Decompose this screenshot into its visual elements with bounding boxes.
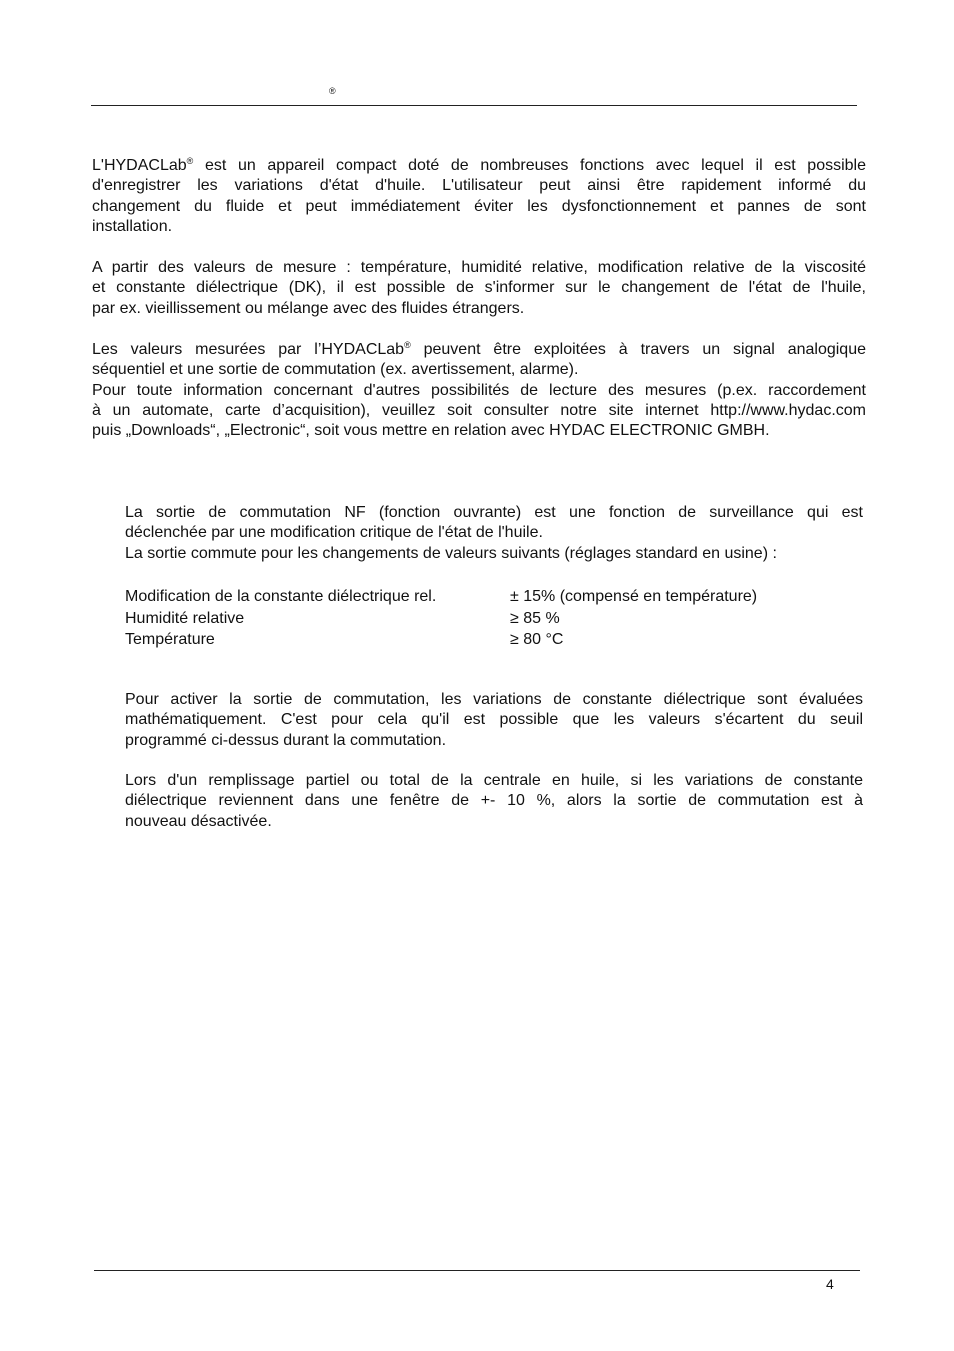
threshold-label: Humidité relative <box>125 609 245 627</box>
registered-mark: ® <box>404 340 411 350</box>
intro-paragraph-3 <box>92 340 866 441</box>
intro-p1-line-4: installation. <box>92 217 173 235</box>
intro-p3-line-1-start: Les valeurs mesurées par l’HYDACLab <box>92 341 405 358</box>
intro-p2-line-2: et constante diélectrique (DK), il est possible de s'informer sur le changement de l'état de l'huile, <box>92 279 866 297</box>
intro-p2-line-1: A partir des valeurs de mesure : température, humidité relative, modification relative de la viscosité <box>92 259 866 276</box>
threshold-value: ≥ 85 % <box>510 609 560 627</box>
header-registered-mark: ® <box>329 86 336 96</box>
intro-p2-line-3: par ex. vieillissement ou mélange avec des fluides étrangers. <box>92 299 525 317</box>
switching-p2-line-3: programmé ci-dessus durant la commutation. <box>125 731 447 749</box>
intro-paragraph-2 <box>92 258 866 319</box>
brand-name: L'HYDACLab <box>92 157 187 174</box>
intro-p1-line-1 <box>92 156 866 176</box>
footer-rule <box>94 1270 860 1271</box>
switching-p2-line-1: Pour activer la sortie de commutation, les variations de constante diélectrique sont évaluées <box>125 691 863 708</box>
switching-p1-line-2: déclenchée par une modification critique de l'état de l'huile. <box>125 524 543 542</box>
intro-p3-line-1 <box>92 340 866 360</box>
threshold-table <box>125 586 757 651</box>
switching-paragraph-2 <box>125 690 863 751</box>
switching-paragraph-3 <box>125 771 863 832</box>
switching-p3-line-3: nouveau désactivée. <box>125 812 272 830</box>
threshold-value: ≥ 80 °C <box>510 631 564 648</box>
threshold-label: Température <box>125 631 215 648</box>
switching-p1-line-3: La sortie commute pour les changements de valeurs suivants (réglages standard en usine) : <box>125 544 777 562</box>
intro-paragraph-1 <box>92 156 866 237</box>
page-number: 4 <box>826 1276 834 1292</box>
threshold-value: ± 15% (compensé en température) <box>510 588 758 605</box>
registered-mark: ® <box>186 156 194 166</box>
intro-p1-line-2: d'enregistrer les variations d'état d'huile. L'utilisateur peut ainsi être rapidement informé du <box>92 177 866 195</box>
switching-p1-line-1: La sortie de commutation NF (fonction ouvrante) est une fonction de surveillance qui est <box>125 504 863 521</box>
intro-p3-line-3: Pour toute information concernant d'autres possibilités de lecture des mesures (p.ex. raccordement <box>92 381 866 399</box>
switching-p3-line-1: Lors d'un remplissage partiel ou total de la centrale en huile, si les variations de constante <box>125 772 863 789</box>
threshold-row <box>125 629 757 651</box>
threshold-label: Modification de la constante diélectrique rel. <box>125 588 437 605</box>
intro-p3-line-2: séquentiel et une sortie de commutation (ex. avertissement, alarme). <box>92 361 579 379</box>
switching-p3-line-2: diélectrique reviennent dans une fenêtre de +- 10 %, alors la sortie de commutation est à <box>125 792 863 810</box>
intro-p1-line-1-text: est un appareil compact doté de nombreuses fonctions avec lequel il est possible <box>193 157 866 174</box>
intro-p3-line-1-rest: peuvent être exploitées à travers un signal analogique <box>410 341 866 358</box>
switching-p2-line-2: mathématiquement. C'est pour cela qu'il est possible que les valeurs s'écartent du seuil <box>125 711 863 729</box>
intro-p3-line-5: puis „Downloads“, „Electronic“, soit vous mettre en relation avec HYDAC ELECTRONIC GMBH. <box>92 422 770 440</box>
switching-paragraph-1 <box>125 503 863 564</box>
intro-p3-line-4: à un automate, carte d’acquisition), veuillez soit consulter notre site internet http://www.hydac.com <box>92 401 866 419</box>
threshold-row <box>125 586 757 608</box>
intro-p1-line-3: changement du fluide et peut immédiatement éviter les dysfonctionnement et pannes de sont <box>92 197 866 215</box>
threshold-row <box>125 608 757 630</box>
header-rule <box>91 105 857 106</box>
